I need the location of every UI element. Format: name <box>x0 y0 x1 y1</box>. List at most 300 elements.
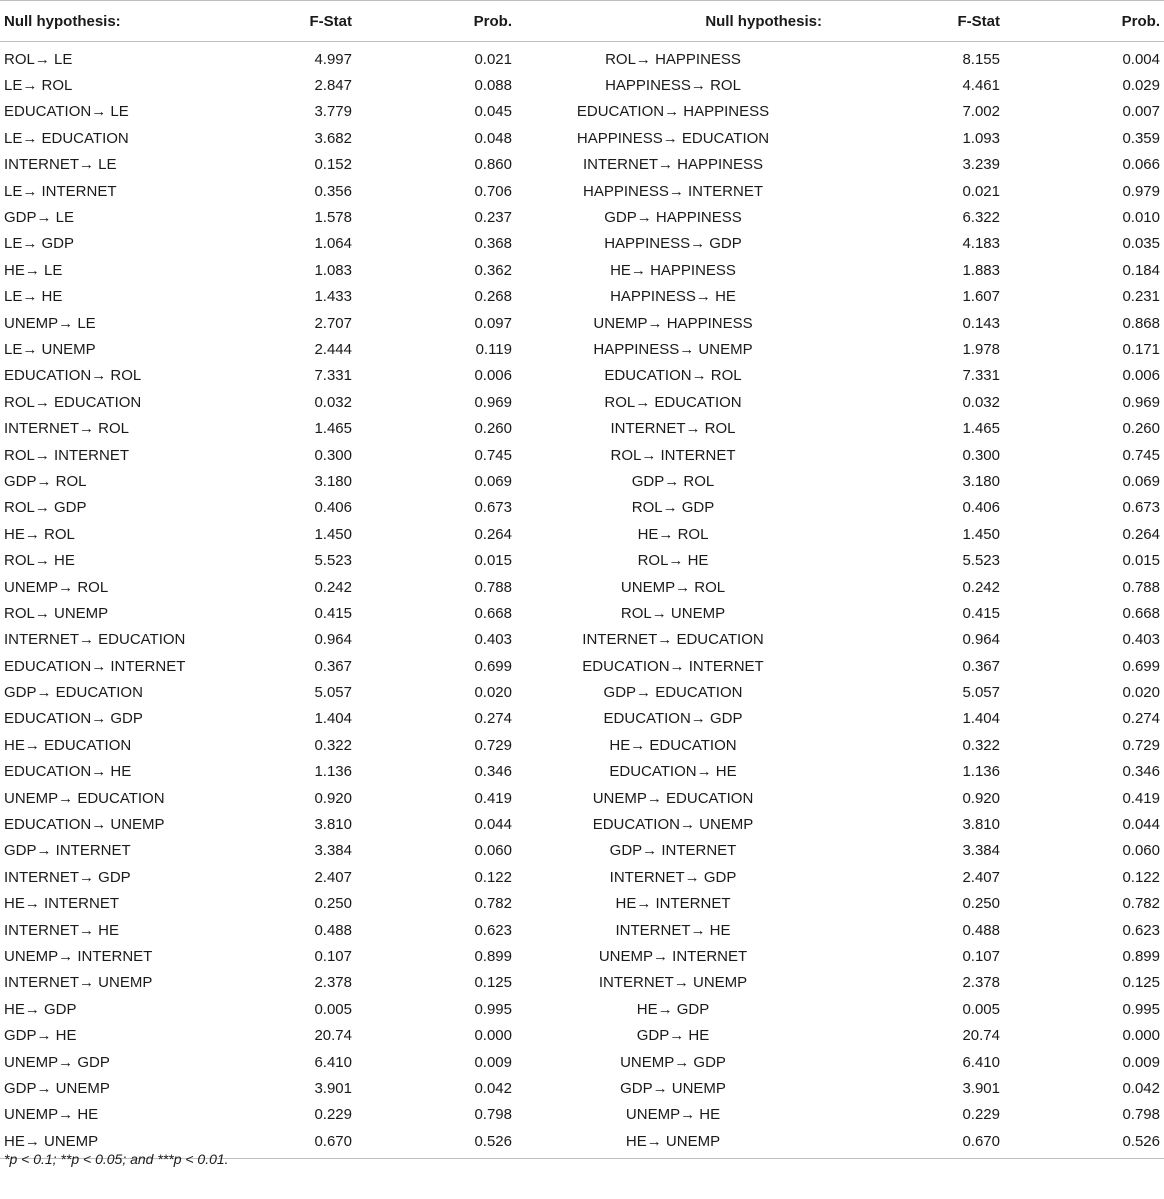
cell-null-hypothesis-right: INTERNET→ EDUCATION <box>582 631 764 649</box>
cell-prob-left: 0.268 <box>474 288 512 306</box>
cell-prob-right: 0.171 <box>1122 340 1160 358</box>
cell-null-hypothesis-right: HAPPINESS→ INTERNET <box>582 182 764 200</box>
table-row <box>0 600 1164 626</box>
table-row <box>0 152 1164 178</box>
cell-prob-left: 0.699 <box>474 657 512 675</box>
cell-f-stat-right: 4.461 <box>962 77 1000 95</box>
cell-prob-right: 0.260 <box>1122 420 1160 438</box>
table-row <box>0 732 1164 758</box>
cell-f-stat-left: 1.064 <box>314 235 352 253</box>
cell-f-stat-right: 0.300 <box>962 446 1000 464</box>
cell-null-hypothesis-right: ROL→ GDP <box>631 499 715 517</box>
cell-f-stat-left: 0.032 <box>314 393 352 411</box>
cell-prob-right: 0.359 <box>1122 129 1160 147</box>
cell-null-hypothesis-right: UNEMP→ HAPPINESS <box>593 314 753 332</box>
cell-prob-left: 0.260 <box>474 420 512 438</box>
table-row <box>0 917 1164 943</box>
cell-null-hypothesis-left: EDUCATION→ GDP <box>4 710 143 728</box>
cell-prob-left: 0.021 <box>474 50 512 68</box>
table-row <box>0 442 1164 468</box>
cell-f-stat-right: 0.229 <box>962 1106 1000 1124</box>
cell-prob-left: 0.745 <box>474 446 512 464</box>
header-null-hypothesis-left: Null hypothesis: <box>0 1 234 42</box>
table-row <box>0 72 1164 98</box>
cell-prob-left: 0.969 <box>474 393 512 411</box>
table-row <box>0 653 1164 679</box>
cell-null-hypothesis-left: INTERNET→ ROL <box>4 420 130 438</box>
cell-f-stat-left: 7.331 <box>314 367 352 385</box>
cell-prob-right: 0.231 <box>1122 288 1160 306</box>
cell-null-hypothesis-right: ROL→ EDUCATION <box>604 393 742 411</box>
cell-null-hypothesis-left: EDUCATION→ HE <box>4 763 132 781</box>
cell-null-hypothesis-left: EDUCATION→ UNEMP <box>4 816 165 834</box>
cell-prob-left: 0.015 <box>474 552 512 570</box>
cell-null-hypothesis-left: INTERNET→ UNEMP <box>4 974 153 992</box>
cell-null-hypothesis-right: GDP→ HE <box>636 1027 710 1045</box>
table-row <box>0 257 1164 283</box>
cell-f-stat-right: 1.607 <box>962 288 1000 306</box>
cell-null-hypothesis-right: HAPPINESS→ EDUCATION <box>576 129 770 147</box>
cell-f-stat-left: 2.407 <box>314 868 352 886</box>
cell-f-stat-right: 0.415 <box>962 604 1000 622</box>
cell-f-stat-right: 4.183 <box>962 235 1000 253</box>
cell-prob-left: 0.788 <box>474 578 512 596</box>
cell-f-stat-left: 0.250 <box>314 895 352 913</box>
cell-prob-right: 0.969 <box>1122 393 1160 411</box>
cell-null-hypothesis-right: ROL→ HAPPINESS <box>605 50 741 68</box>
cell-prob-right: 0.995 <box>1122 1000 1160 1018</box>
cell-null-hypothesis-left: GDP→ ROL <box>4 472 87 490</box>
cell-null-hypothesis-right: ROL→ HE <box>637 552 709 570</box>
cell-f-stat-left: 0.152 <box>314 156 352 174</box>
cell-prob-right: 0.060 <box>1122 842 1160 860</box>
cell-prob-left: 0.006 <box>474 367 512 385</box>
cell-null-hypothesis-left: LE→ INTERNET <box>4 182 117 200</box>
cell-prob-left: 0.729 <box>474 736 512 754</box>
cell-prob-right: 0.699 <box>1122 657 1160 675</box>
cell-f-stat-right: 0.670 <box>830 1128 1000 1159</box>
cell-f-stat-left: 2.444 <box>314 340 352 358</box>
cell-f-stat-left: 1.136 <box>314 763 352 781</box>
header-prob-right: Prob. <box>1000 1 1164 42</box>
cell-null-hypothesis-left: HE→ GDP <box>4 1000 77 1018</box>
cell-prob-left: 0.419 <box>474 789 512 807</box>
cell-prob-right: 0.066 <box>1122 156 1160 174</box>
table-row <box>0 785 1164 811</box>
cell-null-hypothesis-left: GDP→ INTERNET <box>4 842 131 860</box>
cell-f-stat-left: 3.810 <box>314 816 352 834</box>
cell-f-stat-right: 0.406 <box>962 499 1000 517</box>
cell-null-hypothesis-right: ROL→ UNEMP <box>620 604 726 622</box>
cell-prob-left: 0.264 <box>474 525 512 543</box>
cell-null-hypothesis-left: INTERNET→ EDUCATION <box>4 631 186 649</box>
cell-prob-left: 0.706 <box>474 182 512 200</box>
cell-null-hypothesis-right: HE→ UNEMP <box>516 1128 830 1159</box>
cell-prob-left: 0.044 <box>474 816 512 834</box>
cell-f-stat-right: 0.021 <box>962 182 1000 200</box>
cell-f-stat-left: 0.356 <box>314 182 352 200</box>
cell-null-hypothesis-left: LE→ ROL <box>4 77 73 95</box>
cell-null-hypothesis-right: GDP→ UNEMP <box>620 1079 726 1097</box>
cell-prob-left: 0.088 <box>474 77 512 95</box>
header-f-stat-left: F-Stat <box>234 1 352 42</box>
cell-f-stat-left: 2.378 <box>314 974 352 992</box>
cell-f-stat-left: 3.384 <box>314 842 352 860</box>
cell-prob-left: 0.346 <box>474 763 512 781</box>
cell-null-hypothesis-right: EDUCATION→ HE <box>609 763 737 781</box>
cell-prob-left: 0.362 <box>474 261 512 279</box>
cell-prob-left: 0.782 <box>474 895 512 913</box>
cell-prob-right: 0.125 <box>1122 974 1160 992</box>
cell-prob-left: 0.000 <box>474 1027 512 1045</box>
cell-null-hypothesis-left: LE→ EDUCATION <box>4 129 129 147</box>
cell-null-hypothesis-right: HE→ GDP <box>636 1000 710 1018</box>
cell-prob-left: 0.668 <box>474 604 512 622</box>
cell-prob-right: 0.403 <box>1122 631 1160 649</box>
cell-f-stat-right: 1.450 <box>962 525 1000 543</box>
significance-footnote: *p < 0.1; **p < 0.05; and ***p < 0.01. <box>4 1151 229 1167</box>
cell-prob-right: 0.673 <box>1122 499 1160 517</box>
cell-prob-right: 0.623 <box>1122 921 1160 939</box>
cell-f-stat-right: 6.410 <box>962 1053 1000 1071</box>
cell-null-hypothesis-left: EDUCATION→ ROL <box>4 367 142 385</box>
cell-null-hypothesis-right: INTERNET→ HE <box>615 921 731 939</box>
header-f-stat-right: F-Stat <box>830 1 1000 42</box>
cell-f-stat-right: 5.523 <box>962 552 1000 570</box>
cell-f-stat-right: 3.810 <box>962 816 1000 834</box>
cell-prob-left: 0.042 <box>474 1079 512 1097</box>
cell-f-stat-left: 0.488 <box>314 921 352 939</box>
cell-f-stat-left: 3.682 <box>314 129 352 147</box>
cell-f-stat-left: 0.406 <box>314 499 352 517</box>
cell-f-stat-right: 1.883 <box>962 261 1000 279</box>
cell-f-stat-right: 5.057 <box>962 684 1000 702</box>
header-row <box>0 1 1164 42</box>
cell-prob-left: 0.125 <box>474 974 512 992</box>
cell-null-hypothesis-left: ROL→ UNEMP <box>4 604 109 622</box>
cell-prob-left: 0.673 <box>474 499 512 517</box>
header-prob-left: Prob. <box>352 1 516 42</box>
cell-prob-left: 0.526 <box>352 1128 516 1159</box>
cell-f-stat-left: 1.578 <box>314 209 352 227</box>
cell-prob-right: 0.419 <box>1122 789 1160 807</box>
cell-null-hypothesis-left: GDP→ EDUCATION <box>4 684 143 702</box>
cell-f-stat-left: 1.433 <box>314 288 352 306</box>
cell-f-stat-right: 3.180 <box>962 472 1000 490</box>
cell-f-stat-right: 8.155 <box>962 50 1000 68</box>
cell-null-hypothesis-left: HE→ LE <box>4 261 63 279</box>
cell-prob-right: 0.798 <box>1122 1106 1160 1124</box>
cell-prob-left: 0.048 <box>474 129 512 147</box>
cell-null-hypothesis-left: ROL→ INTERNET <box>4 446 130 464</box>
table-row <box>0 811 1164 837</box>
cell-f-stat-left: 1.404 <box>314 710 352 728</box>
cell-null-hypothesis-right: HE→ EDUCATION <box>609 736 737 754</box>
cell-f-stat-right: 0.920 <box>962 789 1000 807</box>
cell-f-stat-left: 3.901 <box>314 1079 352 1097</box>
cell-prob-right: 0.035 <box>1122 235 1160 253</box>
table-row <box>0 495 1164 521</box>
table-body <box>0 42 1164 1159</box>
cell-f-stat-left: 5.523 <box>314 552 352 570</box>
table-row <box>0 706 1164 732</box>
cell-prob-right: 0.729 <box>1122 736 1160 754</box>
cell-prob-right: 0.020 <box>1122 684 1160 702</box>
table-row <box>0 363 1164 389</box>
cell-null-hypothesis-left: LE→ UNEMP <box>4 340 96 358</box>
cell-null-hypothesis-left: ROL→ EDUCATION <box>4 393 142 411</box>
table-row <box>0 1049 1164 1075</box>
cell-f-stat-left: 3.180 <box>314 472 352 490</box>
table-row <box>0 468 1164 494</box>
cell-f-stat-left: 5.057 <box>314 684 352 702</box>
cell-null-hypothesis-left: UNEMP→ GDP <box>4 1053 110 1071</box>
cell-f-stat-left: 2.707 <box>314 314 352 332</box>
cell-null-hypothesis-right: UNEMP→ EDUCATION <box>592 789 754 807</box>
cell-f-stat-right: 0.322 <box>962 736 1000 754</box>
cell-f-stat-left: 6.410 <box>314 1053 352 1071</box>
cell-prob-right: 0.006 <box>1122 367 1160 385</box>
cell-f-stat-right: 1.465 <box>962 420 1000 438</box>
table-row <box>0 310 1164 336</box>
cell-prob-left: 0.009 <box>474 1053 512 1071</box>
cell-f-stat-left: 0.300 <box>314 446 352 464</box>
cell-null-hypothesis-left: EDUCATION→ LE <box>4 103 129 121</box>
cell-null-hypothesis-left: GDP→ LE <box>4 209 75 227</box>
cell-null-hypothesis-left: HE→ EDUCATION <box>4 736 132 754</box>
cell-null-hypothesis-right: GDP→ INTERNET <box>609 842 737 860</box>
cell-f-stat-left: 4.997 <box>314 50 352 68</box>
cell-null-hypothesis-right: UNEMP→ GDP <box>620 1053 726 1071</box>
cell-f-stat-right: 1.978 <box>962 340 1000 358</box>
table-row <box>0 521 1164 547</box>
cell-null-hypothesis-right: HE→ ROL <box>637 525 709 543</box>
cell-f-stat-left: 1.465 <box>314 420 352 438</box>
table-row <box>0 1022 1164 1048</box>
cell-null-hypothesis-right: UNEMP→ INTERNET <box>598 947 748 965</box>
cell-f-stat-left: 0.964 <box>314 631 352 649</box>
cell-f-stat-right: 0.005 <box>962 1000 1000 1018</box>
cell-prob-right: 0.668 <box>1122 604 1160 622</box>
cell-null-hypothesis-left: ROL→ HE <box>4 552 75 570</box>
cell-null-hypothesis-left: ROL→ LE <box>4 50 73 68</box>
cell-prob-right: 0.004 <box>1122 50 1160 68</box>
cell-f-stat-right: 0.250 <box>962 895 1000 913</box>
cell-prob-right: 0.184 <box>1122 261 1160 279</box>
cell-f-stat-left: 0.322 <box>314 736 352 754</box>
table-row <box>0 42 1164 73</box>
cell-prob-right: 0.346 <box>1122 763 1160 781</box>
cell-null-hypothesis-right: GDP→ EDUCATION <box>603 684 743 702</box>
table-row <box>0 336 1164 362</box>
cell-null-hypothesis-right: INTERNET→ ROL <box>610 420 736 438</box>
cell-prob-right: 0.788 <box>1122 578 1160 596</box>
cell-prob-right: 0.015 <box>1122 552 1160 570</box>
cell-prob-right: 0.044 <box>1122 816 1160 834</box>
cell-prob-right: 0.069 <box>1122 472 1160 490</box>
cell-null-hypothesis-left: INTERNET→ LE <box>4 156 117 174</box>
cell-prob-right: 0.264 <box>1122 525 1160 543</box>
cell-f-stat-right: 0.488 <box>962 921 1000 939</box>
table-row <box>0 415 1164 441</box>
cell-prob-right: 0.745 <box>1122 446 1160 464</box>
cell-null-hypothesis-left: HE→ INTERNET <box>4 895 120 913</box>
table-row <box>0 864 1164 890</box>
cell-prob-right: 0.868 <box>1122 314 1160 332</box>
cell-prob-left: 0.860 <box>474 156 512 174</box>
cell-f-stat-right: 7.331 <box>962 367 1000 385</box>
cell-f-stat-right: 6.322 <box>962 209 1000 227</box>
cell-null-hypothesis-right: EDUCATION→ INTERNET <box>582 657 764 675</box>
cell-prob-right: 0.782 <box>1122 895 1160 913</box>
cell-null-hypothesis-right: ROL→ INTERNET <box>610 446 736 464</box>
cell-prob-left: 0.995 <box>474 1000 512 1018</box>
cell-f-stat-left: 0.670 <box>234 1128 352 1159</box>
cell-f-stat-left: 0.005 <box>314 1000 352 1018</box>
cell-prob-right: 0.274 <box>1122 710 1160 728</box>
cell-null-hypothesis-right: EDUCATION→ UNEMP <box>592 816 754 834</box>
cell-f-stat-right: 0.964 <box>962 631 1000 649</box>
cell-null-hypothesis-right: GDP→ HAPPINESS <box>604 209 742 227</box>
cell-prob-right: 0.009 <box>1122 1053 1160 1071</box>
cell-f-stat-left: 1.083 <box>314 261 352 279</box>
cell-null-hypothesis-right: HE→ HAPPINESS <box>610 261 736 279</box>
table-row <box>0 389 1164 415</box>
cell-null-hypothesis-right: EDUCATION→ HAPPINESS <box>576 103 770 121</box>
table-row <box>0 759 1164 785</box>
table-row <box>0 284 1164 310</box>
table-row <box>0 943 1164 969</box>
cell-f-stat-left: 0.242 <box>314 578 352 596</box>
table-row <box>0 231 1164 257</box>
cell-prob-left: 0.623 <box>474 921 512 939</box>
cell-f-stat-left: 0.920 <box>314 789 352 807</box>
table-row <box>0 838 1164 864</box>
cell-f-stat-left: 0.415 <box>314 604 352 622</box>
cell-prob-left: 0.899 <box>474 947 512 965</box>
cell-f-stat-right: 0.143 <box>962 314 1000 332</box>
table-row <box>0 574 1164 600</box>
cell-f-stat-right: 2.378 <box>962 974 1000 992</box>
cell-null-hypothesis-right: GDP→ ROL <box>631 472 715 490</box>
cell-prob-left: 0.368 <box>474 235 512 253</box>
table-row <box>0 547 1164 573</box>
cell-f-stat-left: 0.367 <box>314 657 352 675</box>
cell-f-stat-left: 20.74 <box>314 1027 352 1045</box>
cell-prob-right: 0.122 <box>1122 868 1160 886</box>
cell-f-stat-right: 0.107 <box>962 947 1000 965</box>
cell-null-hypothesis-right: UNEMP→ HE <box>625 1106 721 1124</box>
cell-f-stat-right: 0.242 <box>962 578 1000 596</box>
cell-prob-left: 0.097 <box>474 314 512 332</box>
cell-f-stat-left: 1.450 <box>314 525 352 543</box>
cell-prob-right: 0.010 <box>1122 209 1160 227</box>
cell-f-stat-left: 0.229 <box>314 1106 352 1124</box>
cell-f-stat-right: 3.384 <box>962 842 1000 860</box>
cell-null-hypothesis-left: UNEMP→ INTERNET <box>4 947 153 965</box>
table-row <box>0 1075 1164 1101</box>
cell-null-hypothesis-left: ROL→ GDP <box>4 499 87 517</box>
cell-null-hypothesis-left: LE→ GDP <box>4 235 75 253</box>
cell-prob-left: 0.045 <box>474 103 512 121</box>
table-row <box>0 99 1164 125</box>
cell-null-hypothesis-right: INTERNET→ GDP <box>609 868 737 886</box>
cell-null-hypothesis-left: UNEMP→ EDUCATION <box>4 789 165 807</box>
cell-f-stat-left: 0.107 <box>314 947 352 965</box>
cell-null-hypothesis-right: HAPPINESS→ UNEMP <box>593 340 753 358</box>
header-null-hypothesis-right: Null hypothesis: <box>516 1 830 42</box>
cell-f-stat-right: 7.002 <box>962 103 1000 121</box>
cell-null-hypothesis-right: HE→ INTERNET <box>615 895 731 913</box>
table-row <box>0 679 1164 705</box>
table-row <box>0 204 1164 230</box>
table-row <box>0 891 1164 917</box>
cell-f-stat-right: 0.367 <box>962 657 1000 675</box>
cell-null-hypothesis-right: INTERNET→ HAPPINESS <box>582 156 764 174</box>
cell-prob-left: 0.069 <box>474 472 512 490</box>
cell-null-hypothesis-right: EDUCATION→ GDP <box>603 710 743 728</box>
cell-null-hypothesis-left: UNEMP→ ROL <box>4 578 109 596</box>
cell-f-stat-right: 1.136 <box>962 763 1000 781</box>
cell-null-hypothesis-right: UNEMP→ ROL <box>620 578 726 596</box>
cell-f-stat-right: 1.093 <box>962 129 1000 147</box>
cell-prob-right: 0.007 <box>1122 103 1160 121</box>
table-row <box>0 970 1164 996</box>
cell-f-stat-left: 3.779 <box>314 103 352 121</box>
cell-null-hypothesis-right: INTERNET→ UNEMP <box>598 974 748 992</box>
cell-f-stat-right: 20.74 <box>962 1027 1000 1045</box>
cell-null-hypothesis-left: UNEMP→ HE <box>4 1106 99 1124</box>
cell-prob-left: 0.237 <box>474 209 512 227</box>
cell-prob-left: 0.798 <box>474 1106 512 1124</box>
cell-null-hypothesis-left: INTERNET→ GDP <box>4 868 131 886</box>
cell-prob-right: 0.979 <box>1122 182 1160 200</box>
cell-prob-right: 0.000 <box>1122 1027 1160 1045</box>
table-row <box>0 1102 1164 1128</box>
cell-f-stat-right: 0.032 <box>962 393 1000 411</box>
cell-f-stat-right: 3.239 <box>962 156 1000 174</box>
cell-prob-left: 0.403 <box>474 631 512 649</box>
cell-f-stat-left: 2.847 <box>314 77 352 95</box>
cell-prob-left: 0.122 <box>474 868 512 886</box>
cell-prob-right: 0.042 <box>1122 1079 1160 1097</box>
cell-null-hypothesis-right: HAPPINESS→ GDP <box>604 235 742 253</box>
cell-prob-left: 0.119 <box>475 340 512 358</box>
cell-null-hypothesis-left: GDP→ HE <box>4 1027 77 1045</box>
table-header <box>0 1 1164 42</box>
table-row <box>0 996 1164 1022</box>
cell-prob-left: 0.274 <box>474 710 512 728</box>
cell-prob-right: 0.899 <box>1122 947 1160 965</box>
cell-null-hypothesis-right: EDUCATION→ ROL <box>604 367 742 385</box>
cell-prob-left: 0.020 <box>474 684 512 702</box>
table-row <box>0 627 1164 653</box>
cell-prob-right: 0.526 <box>1000 1128 1164 1159</box>
cell-prob-right: 0.029 <box>1122 77 1160 95</box>
cell-f-stat-right: 2.407 <box>962 868 1000 886</box>
cell-f-stat-right: 3.901 <box>962 1079 1000 1097</box>
cell-null-hypothesis-left: HE→ UNEMP <box>0 1128 234 1159</box>
cell-null-hypothesis-right: HAPPINESS→ HE <box>610 288 736 306</box>
cell-prob-left: 0.060 <box>474 842 512 860</box>
cell-null-hypothesis-left: UNEMP→ LE <box>4 314 96 332</box>
table-row <box>0 125 1164 151</box>
cell-null-hypothesis-left: LE→ HE <box>4 288 63 306</box>
cell-null-hypothesis-left: GDP→ UNEMP <box>4 1079 110 1097</box>
cell-null-hypothesis-left: HE→ ROL <box>4 525 75 543</box>
cell-null-hypothesis-left: EDUCATION→ INTERNET <box>4 657 186 675</box>
cell-f-stat-right: 1.404 <box>962 710 1000 728</box>
